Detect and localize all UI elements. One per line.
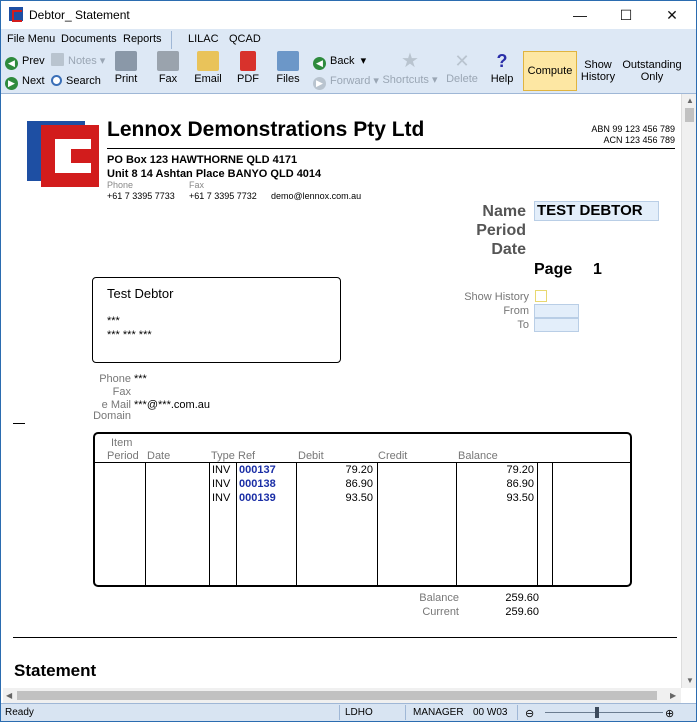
company-fax: +61 7 3395 7732 — [189, 191, 257, 201]
app-logo-icon — [9, 7, 23, 21]
printer-icon — [115, 51, 137, 71]
print-label: Print — [114, 73, 138, 85]
horizontal-scrollbar[interactable] — [3, 688, 681, 703]
row-ref[interactable]: 000138 — [239, 478, 276, 490]
col-period: Period — [107, 450, 139, 462]
show-history-label: Show History — [464, 291, 529, 303]
company-email: demo@lennox.com.au — [271, 191, 362, 201]
row-type: INV — [212, 492, 231, 504]
folder-icon — [277, 51, 299, 71]
menu-reports[interactable]: Reports — [123, 33, 162, 45]
scroll-left-icon[interactable]: ◀ — [6, 691, 13, 700]
row-debit: 79.20 — [345, 464, 373, 476]
pdf-label: PDF — [237, 73, 259, 85]
back-label: Back — [330, 55, 355, 67]
forward-label: Forward — [330, 75, 371, 87]
row-balance: 86.90 — [506, 478, 534, 490]
company-logo-icon — [27, 121, 102, 187]
to-date-field[interactable] — [534, 318, 579, 332]
contact-phone-label: Phone — [99, 373, 131, 385]
back-arrow-icon: ◀ — [313, 57, 326, 70]
transactions-table — [93, 432, 632, 587]
prev-label: Prev — [22, 55, 45, 67]
fax-icon — [157, 51, 179, 71]
minimize-button[interactable]: — — [573, 7, 587, 23]
status-divider — [339, 705, 340, 720]
search-button[interactable] — [51, 72, 101, 90]
row-debit: 86.90 — [345, 478, 373, 490]
notes-button[interactable]: Notes ▾ — [51, 52, 105, 70]
contact-phone: *** — [134, 373, 147, 385]
col-divider — [145, 462, 146, 586]
street-address: Unit 8 14 Ashtan Place BANYO QLD 4014 — [107, 168, 322, 180]
status-branch: LDHO — [345, 707, 373, 718]
fax-button[interactable] — [147, 49, 189, 91]
contact-email-label: e Mail — [101, 399, 131, 411]
search-icon — [51, 75, 62, 86]
row-debit: 93.50 — [345, 492, 373, 504]
menu-lilac[interactable]: LILAC — [188, 33, 219, 45]
files-button[interactable] — [267, 49, 309, 91]
delete-label: Delete — [446, 73, 478, 85]
section-divider — [13, 637, 677, 638]
arrow-right-icon: ▶ — [5, 77, 18, 90]
show-history-label-2: History — [580, 71, 616, 83]
forward-arrow-icon: ▶ — [313, 77, 326, 90]
fold-mark — [13, 423, 25, 424]
col-ref: Ref — [238, 450, 256, 462]
col-type: Type — [211, 450, 235, 462]
x-icon: ✕ — [454, 51, 470, 71]
col-divider — [537, 462, 538, 586]
statement-document — [3, 94, 679, 688]
row-type: INV — [212, 464, 231, 476]
scroll-up-icon[interactable]: ▲ — [686, 96, 694, 105]
total-balance-label: Balance — [419, 592, 459, 604]
delete-button[interactable] — [441, 49, 483, 91]
col-credit: Credit — [378, 450, 408, 462]
col-divider — [296, 462, 297, 586]
horizontal-scroll-thumb[interactable] — [17, 691, 657, 700]
files-label: Files — [276, 73, 300, 85]
back-button[interactable]: ◀ Back ▾ — [313, 52, 366, 70]
company-phone: +61 7 3395 7733 — [107, 191, 175, 201]
arrow-left-icon: ◀ — [5, 57, 18, 70]
phone-caption: Phone — [107, 180, 134, 190]
header-divider — [95, 462, 630, 463]
status-bar — [1, 703, 696, 721]
pdf-icon — [240, 51, 256, 71]
menu-file[interactable]: File Menu — [7, 33, 56, 45]
window-title: Debtor_ Statement — [29, 8, 130, 22]
compute-button[interactable]: Compute — [523, 51, 577, 91]
outstanding-only-button[interactable] — [621, 59, 683, 83]
shortcuts-button[interactable]: ★ Shortcuts ▾ — [382, 50, 438, 86]
contact-email: ***@***.com.au — [134, 399, 210, 411]
col-date: Date — [147, 450, 171, 462]
col-debit: Debit — [298, 450, 324, 462]
zoom-slider-thumb[interactable] — [595, 707, 599, 718]
status-workstation: 00 W03 — [473, 707, 508, 718]
next-label: Next — [22, 75, 45, 87]
vertical-scrollbar[interactable] — [681, 94, 696, 688]
vertical-scroll-thumb[interactable] — [685, 108, 694, 122]
row-balance: 79.20 — [506, 464, 534, 476]
abn-number: ABN 99 123 456 789 — [591, 124, 675, 134]
acn-number: ACN 123 456 789 — [603, 135, 675, 145]
debtor-address-line-2: *** *** *** — [107, 329, 152, 341]
current-value: 259.60 — [505, 606, 539, 618]
help-button[interactable] — [481, 49, 523, 91]
search-label: Search — [66, 75, 101, 87]
scroll-right-icon[interactable]: ▶ — [670, 691, 677, 700]
envelope-icon — [197, 51, 219, 71]
forward-button[interactable]: ▶ Forward ▾ — [313, 72, 379, 90]
status-text: Ready — [5, 707, 34, 718]
zoom-in-icon[interactable]: ⊕ — [665, 708, 675, 720]
contact-domain-label: Domain — [93, 410, 131, 422]
zoom-slider[interactable] — [545, 712, 663, 713]
company-name: Lennox Demonstrations Pty Ltd — [107, 118, 425, 141]
company-divider — [107, 148, 675, 149]
ribbon-toolbar — [1, 29, 696, 94]
pdf-button[interactable] — [227, 49, 269, 91]
email-label: Email — [194, 73, 222, 85]
row-ref[interactable]: 000137 — [239, 464, 276, 476]
notes-label: Notes — [68, 55, 97, 67]
show-history-label-1: Show — [584, 59, 612, 71]
help-label: Help — [490, 73, 514, 85]
col-divider — [236, 462, 237, 586]
row-ref[interactable]: 000139 — [239, 492, 276, 504]
row-balance: 93.50 — [506, 492, 534, 504]
menu-qcad[interactable]: QCAD — [229, 33, 261, 45]
contact-fax-label: Fax — [112, 386, 131, 398]
question-mark-icon: ? — [496, 51, 508, 71]
show-history-button[interactable] — [579, 59, 617, 83]
date-label: Date — [491, 241, 526, 258]
menu-divider — [171, 31, 172, 49]
name-label: Name — [482, 203, 526, 220]
page-label: Page — [534, 261, 573, 278]
col-divider — [552, 462, 553, 586]
col-divider — [209, 462, 210, 586]
period-label: Period — [476, 222, 526, 239]
show-history-checkbox[interactable] — [535, 290, 547, 302]
scroll-down-icon[interactable]: ▼ — [686, 676, 694, 685]
debtor-name-field[interactable]: TEST DEBTOR — [534, 201, 659, 221]
row-type: INV — [212, 478, 231, 490]
prev-button[interactable] — [5, 52, 45, 70]
col-balance: Balance — [458, 450, 498, 462]
total-balance-value: 259.60 — [505, 592, 539, 604]
status-user: MANAGER — [413, 707, 464, 718]
to-label: To — [517, 319, 529, 331]
star-icon: ★ — [401, 50, 419, 72]
postal-address: PO Box 123 HAWTHORNE QLD 4171 — [107, 154, 298, 166]
current-label: Current — [422, 606, 459, 618]
zoom-out-icon[interactable]: ⊖ — [525, 708, 535, 720]
debtor-address-box — [92, 277, 341, 363]
title-bar — [1, 1, 696, 29]
print-button[interactable] — [105, 49, 147, 91]
maximize-button[interactable]: ☐ — [619, 7, 633, 23]
debtor-address-line-1: *** — [107, 315, 120, 327]
close-button[interactable]: ✕ — [666, 7, 678, 23]
outstanding-label-1: Outstanding — [622, 59, 682, 71]
col-divider — [377, 462, 378, 586]
status-divider — [405, 705, 406, 720]
from-date-field[interactable] — [534, 304, 579, 318]
from-label: From — [503, 305, 529, 317]
next-button[interactable] — [5, 72, 45, 90]
notes-icon — [51, 53, 64, 66]
col-divider — [456, 462, 457, 586]
fax-caption: Fax — [189, 180, 205, 190]
email-button[interactable] — [187, 49, 229, 91]
status-divider — [517, 705, 518, 720]
outstanding-label-2: Only — [640, 71, 664, 83]
statement-heading: Statement — [14, 661, 97, 680]
col-item: Item — [111, 437, 133, 449]
menu-documents[interactable]: Documents — [61, 33, 117, 45]
fax-label: Fax — [158, 73, 178, 85]
shortcuts-label: Shortcuts — [382, 74, 429, 86]
page-number: 1 — [593, 261, 602, 278]
debtor-name: Test Debtor — [107, 286, 174, 301]
